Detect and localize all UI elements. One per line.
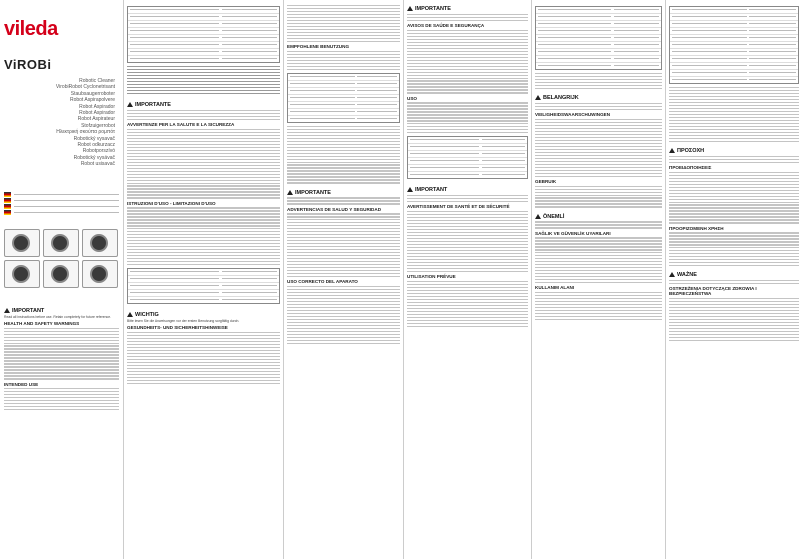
section-heading: UTILISATION PRÉVUE: [407, 274, 456, 280]
product-name: Staubsaugerroboter: [70, 90, 115, 97]
column-6: [666, 0, 802, 559]
warning-icon: [4, 308, 10, 313]
text-block: [287, 213, 400, 277]
spec-table: [535, 6, 662, 70]
intro-text: Bitte lesen Sie die Anweisungen vor der ersten Benutzung sorgfältig durch.: [127, 319, 240, 324]
column-5: [532, 0, 666, 559]
column-3: [284, 0, 404, 559]
section-heading: KULLANIM ALANI: [535, 285, 575, 291]
text-block: [127, 66, 280, 94]
warning-icon: [407, 6, 413, 11]
section-heading: ΠΡΟΕΙΔΟΠΟΙΗΣΕΙΣ: [669, 164, 712, 170]
section-heading: IMPORTANTE: [287, 190, 400, 196]
text-block: [127, 207, 280, 265]
text-block: [287, 286, 400, 344]
language-entry: [4, 204, 119, 209]
language-entry: [4, 192, 119, 197]
spec-table: [407, 136, 528, 179]
flag-icon: [4, 210, 11, 215]
section-heading: GEBRUIK: [535, 178, 557, 184]
text-block: [127, 110, 280, 120]
section-heading: USO: [407, 95, 417, 101]
section-heading: IMPORTANTE: [407, 6, 528, 12]
section-heading: IMPORTANT: [407, 187, 528, 193]
robot-image: [51, 234, 69, 252]
section-heading: AVERTISSEMENT DE SANTÉ ET DE SÉCURITÉ: [407, 204, 510, 210]
text-block: [535, 237, 662, 283]
robot-figure: [43, 260, 79, 288]
intro-text: Read all instructions before use. Retain completely for future reference.: [4, 314, 112, 319]
flag-icon: [4, 192, 11, 197]
flag-icon: [4, 198, 11, 203]
section-heading: WAŻNE: [669, 272, 799, 278]
text-block: [287, 126, 400, 184]
section-heading: BELANGRIJK: [535, 95, 662, 101]
text-block: [669, 280, 799, 284]
text-block: [287, 197, 400, 204]
text-block: [535, 186, 662, 208]
section-heading: IMPORTANT: [4, 308, 119, 314]
product-line-logo: ViROBi: [4, 57, 52, 72]
section-heading: AVISOS DE SAÚDE E SEGURANÇA: [407, 22, 485, 28]
section-heading: WICHTIG: [127, 312, 280, 318]
product-name: Robot usisavač: [80, 161, 115, 168]
spec-table: [669, 6, 799, 84]
product-name: Robot Aspirapolvere: [69, 97, 115, 104]
product-name: Robot Aspirador: [79, 110, 115, 117]
section-heading: ADVERTENCIAS DE SALUD Y SEGURIDAD: [287, 206, 382, 212]
brand-logo: vileda: [4, 18, 58, 40]
text-block: [669, 172, 799, 224]
text-block: [535, 292, 662, 320]
product-name: Robot Aspirateur: [77, 116, 115, 123]
product-name-list: [4, 78, 119, 168]
text-block: [407, 102, 528, 133]
warning-icon: [535, 95, 541, 100]
section-heading: SAĞLIK VE GÜVENLİK UYARILARI: [535, 230, 611, 236]
text-block: [669, 298, 799, 341]
text-block: [407, 211, 528, 272]
product-name: Stofzuigerrobot: [81, 122, 115, 129]
text-block: [669, 232, 799, 266]
column-2: [124, 0, 284, 559]
robot-figure: [82, 229, 118, 257]
product-name: VirobiRobot Cyclonetrisant: [55, 84, 115, 91]
text-block: [407, 195, 528, 202]
text-block: [287, 51, 400, 70]
text-block: [407, 14, 528, 21]
robot-image: [12, 265, 30, 283]
section-heading: INTENDED USE: [4, 381, 39, 387]
section-heading: ISTRUZIONI D'USO - LIMITAZIONI D'USO: [127, 200, 216, 206]
text-block: [535, 119, 662, 177]
warning-icon: [669, 272, 675, 277]
robot-figure: [4, 229, 40, 257]
text-block: [4, 328, 119, 380]
product-name: Robotic Cleaner: [79, 78, 115, 84]
text-block: [407, 30, 528, 94]
text-block: [669, 156, 799, 163]
text-block: [127, 332, 280, 384]
product-name: Robotporszívó: [82, 148, 115, 155]
text-block: [407, 281, 528, 327]
text-block: [535, 103, 662, 110]
warning-icon: [127, 312, 133, 317]
robot-image: [51, 265, 69, 283]
section-heading: EMPFOHLENE BENUTZUNG: [287, 43, 350, 49]
warning-icon: [535, 214, 541, 219]
product-name: Ηλεκτρική σκούπα ρομπότ: [56, 129, 115, 136]
section-heading: GESUNDHEITS- UND SICHERHEITSHINWEISE: [127, 325, 228, 331]
section-heading: ΠΡΟΣΟΧΗ: [669, 148, 799, 154]
product-figures: [4, 229, 119, 288]
robot-figure: [43, 229, 79, 257]
product-name: Robotický vysávač: [73, 154, 115, 161]
column-4: [404, 0, 532, 559]
product-name: Robot Aspirador: [79, 103, 115, 110]
warning-icon: [287, 190, 293, 195]
product-name: Robot odkurzacz: [77, 142, 115, 149]
section-heading: ΠΡΟΟΡΙΖΟΜΕΝΗ ΧΡΗΣΗ: [669, 225, 724, 231]
section-heading: VEILIGHEIDSWAARSCHUWINGEN: [535, 112, 611, 118]
spec-table: [127, 6, 280, 63]
section-heading: OSTRZEŻENIA DOTYCZĄCE ZDROWIA I BEZPIECZEŃSTWA: [669, 286, 757, 297]
section-heading: IMPORTANTE: [127, 102, 280, 108]
cover-column: [0, 0, 124, 559]
robot-figure: [4, 260, 40, 288]
section-heading: ÖNEMLİ: [535, 214, 662, 220]
text-block: [535, 221, 662, 228]
spec-table: [127, 268, 280, 304]
robot-image: [90, 265, 108, 283]
section-heading: AVVERTENZE PER LA SALUTE E LA SICUREZZA: [127, 121, 235, 127]
robot-image: [90, 234, 108, 252]
text-block: [287, 5, 400, 42]
language-entry: [4, 210, 119, 215]
robot-figure: [82, 260, 118, 288]
language-entry: [4, 198, 119, 203]
product-name: Robotický vysavač: [73, 135, 115, 142]
text-block: [4, 388, 119, 410]
text-block: [669, 87, 799, 142]
text-block: [127, 129, 280, 199]
text-block: [535, 73, 662, 89]
warning-icon: [127, 102, 133, 107]
section-heading: HEALTH AND SAFETY WARNINGS: [4, 320, 80, 326]
section-heading: USO CORRECTO DEL APARATO: [287, 279, 358, 285]
warning-icon: [669, 148, 675, 153]
flag-icon: [4, 204, 11, 209]
language-list: [4, 192, 119, 215]
robot-image: [12, 234, 30, 252]
warning-icon: [407, 187, 413, 192]
spec-table: [287, 73, 400, 123]
